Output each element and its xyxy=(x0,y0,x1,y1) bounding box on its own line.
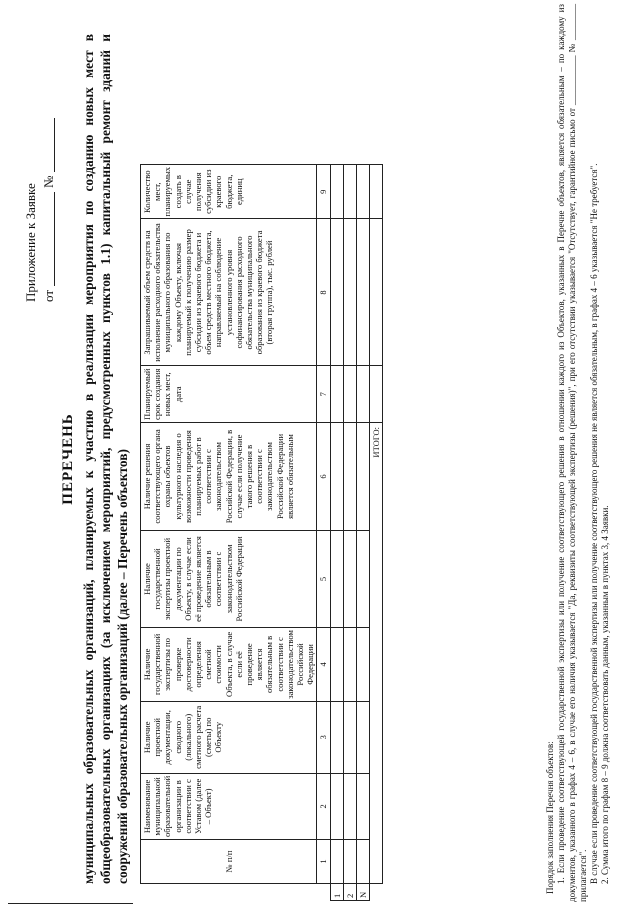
header-cell-project-expertise: Наличие государственной экспертизы проектной документации по Объекту, в случае если её проведение является обязательным в соответствии с законодательством Российской Федерации xyxy=(141,531,317,628)
filling-instructions xyxy=(545,4,611,902)
table-row xyxy=(330,164,343,900)
note-item-2: 2. Сумма итого по графам 8 – 9 должна соответствовать данным, указанным в пунктах 3, 4 Заявки. xyxy=(600,505,610,884)
title-heading: ПЕРЕЧЕНЬ xyxy=(60,413,76,505)
column-number: 3 xyxy=(317,701,330,773)
header-cell-funding: Запрашиваемый объем средств на исполнение расходного обязательства муниципального образования по каждому Объекту, включая планируемый к получению размер субсидии из краевого бюджета и объем средств местного бюджета, направляемый на соблюдение установленного уровня софинансирования расходного обязательства муниципального образования из краевого бюджета (вторая группа), тыс. рублей xyxy=(141,219,317,366)
number-blank xyxy=(42,118,55,172)
total-label: ИТОГО: xyxy=(370,423,383,884)
header-cell-heritage-decision: Наличие решения соответствующего органа охраны объектов культурного наследия о возможности проведения планируемых работ в соответствии с законодательством Российской Федерации, в случае если получение такого решения в соответствии с законодательством Российской Федерации является обязательным xyxy=(141,423,317,531)
appendix-block xyxy=(22,92,58,302)
header-cell-number: № п/п xyxy=(141,840,317,884)
header-cell-cost-expertise: Наличие государственной экспертизы по проверке достоверности определения сметной стоимости Объекта, в случае если её проведение является обязательным в соответствии с законодательством Российской Федерации xyxy=(141,628,317,702)
appendix-date-number xyxy=(40,92,58,302)
column-number: 6 xyxy=(317,423,330,531)
document-title xyxy=(60,34,131,884)
table-header-row xyxy=(141,164,317,900)
column-number: 4 xyxy=(317,628,330,702)
note-item-1: 1. Если проведение соответствующей государственной экспертизы или получение соответствующего решения в отношении каждого из Объектов, указанных в Перечне объектов, является обязательным – по каждому из документов, указанного в графах 4 – 6, в случае его наличия указывается "Да, реквизиты соответствующей экспертизы (решения)", при его отсутствии указывается "Отсутствует, гарантийное письмо от ___________ № ________ прилагается". xyxy=(556,4,588,902)
column-number: 2 xyxy=(317,773,330,839)
appendix-from-label: от xyxy=(41,289,56,302)
appendix-number-label: № xyxy=(41,175,56,188)
column-number: 5 xyxy=(317,531,330,628)
date-blank xyxy=(42,192,55,286)
header-cell-deadline: Планируемый срок создания новых мест, дата xyxy=(141,366,317,423)
row-label: 2 xyxy=(343,884,356,901)
table-row xyxy=(357,164,370,900)
objects-table xyxy=(140,164,383,901)
column-number: 9 xyxy=(317,164,330,219)
header-cell-places: Количество мест, планируемых создать в случае получения субсидии из краевого бюджета, единиц xyxy=(141,164,317,219)
header-cell-project-docs: Наличие проектной документации, сводного (локального) сметного расчета (сметы) по Объекту xyxy=(141,701,317,773)
column-number: 7 xyxy=(317,366,330,423)
appendix-title: Приложение к Заявке xyxy=(23,183,38,302)
table-row xyxy=(343,164,356,900)
column-number-row xyxy=(317,164,330,900)
note-item-1b: В случае если проведение соответствующей государственной экспертизы или получение соответствующего решения не является обязательным, в графах 4 – 6 указывается "Не требуется". xyxy=(589,163,599,884)
header-cell-name: Наименование муниципальной образовательной организации в соответствии с Уставом (далее – Объект) xyxy=(141,773,317,839)
column-number: 8 xyxy=(317,219,330,366)
row-label: N xyxy=(357,884,370,901)
title-subtitle: муниципальных образовательных организаций, планируемых к участию в реализации мероприятия по созданию новых мест в общеобразовательных организациях (за исключением мероприятий, предусмотренных пунктов 1.1) капитальный ремонт зданий и сооружений образовательных организаций (далее – Перечень объектов) xyxy=(81,34,130,884)
row-label: 1 xyxy=(330,884,343,901)
notes-heading: Порядок заполнения Перечня объектов: xyxy=(545,741,555,894)
column-number: 1 xyxy=(317,840,330,884)
total-row xyxy=(370,164,383,900)
